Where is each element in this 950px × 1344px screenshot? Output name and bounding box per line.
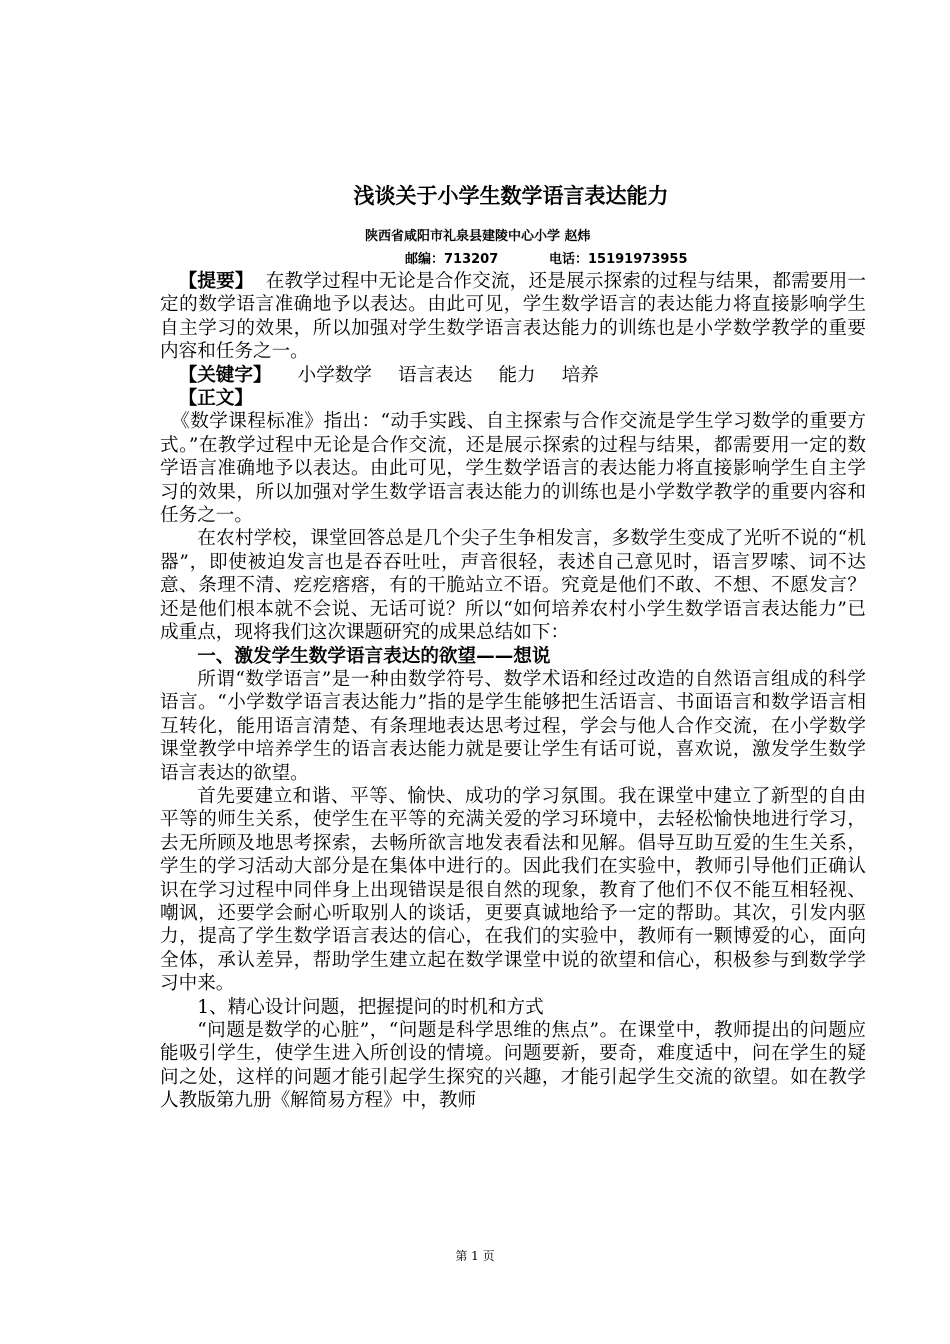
body-label-paragraph: [160, 387, 866, 410]
keywords-label: 【关键字】: [178, 364, 272, 386]
subsection-heading: 1、精心设计问题，把握提问的时机和方式: [197, 996, 544, 1018]
page-footer: 第 1 页: [455, 1249, 495, 1263]
author-line: 陕西省咸阳市礼泉县建陵中心小学 赵炜: [365, 229, 591, 244]
body-paragraph: “问题是数学的心脏”，“问题是科学思维的焦点”。在课堂中，教师提出的问题应能吸引学生，使学生进入所创设的情境。问题要新，要奇，难度适中，问在学生的疑问之处，这样的问题才能引起学生探究的兴趣，才能引起学生交流的欲望。如在教学人教版第九册《解简易方程》中，教师: [160, 1020, 866, 1112]
keyword: 小学数学: [297, 364, 372, 386]
body-label: 【正文】: [178, 388, 253, 410]
body-paragraph: 在农村学校，课堂回答总是几个尖子生争相发言，多数学生变成了光听不说的“机器”，即使被迫发言也是吞吞吐吐，声音很轻，表述自己意见时，语言罗嗦、词不达意、条理不清、疙疙瘩瘩，有的干脆站立不语。究竟是他们不敢、不想、不愿发言？还是他们根本就不会说、无话可说？所以“如何培养农村小学生数学语言表达能力”已成重点，现将我们这次课题研究的成果总结如下：: [160, 528, 866, 644]
body-paragraph: 所谓“数学语言”是一种由数学符号、数学术语和经过改造的自然语言组成的科学语言。“小学数学语言表达能力”指的是学生能够把生活语言、书面语言和数学语言相互转化，能用语言清楚、有条理地表达思考过程，学会与他人合作交流，在小学数学课堂教学中培养学生的语言表达能力就是要让学生有话可说，喜欢说，激发学生数学语言表达的欲望。: [160, 668, 866, 784]
keyword: 培养: [561, 364, 599, 386]
body-paragraph: 《数学课程标准》指出：“动手实践、自主探索与合作交流是学生学习数学的重要方式。”在教学过程中无论是合作交流，还是展示探索的过程与结果，都需要用一定的数学语言准确地予以表达。由此可见，学生数学语言的表达能力将直接影响学生自主学习的效果，所以加强对学生数学语言表达能力的训练也是小学数学教学的重要内容和任务之一。: [160, 411, 866, 527]
section-heading: 一、激发学生数学语言表达的欲望——想说: [197, 645, 551, 667]
keyword: 语言表达: [398, 364, 473, 386]
phone: 电话：15191973955: [549, 252, 688, 267]
postcode: 邮编：713207: [405, 252, 499, 267]
document-title: 浅谈关于小学生数学语言表达能力: [353, 184, 669, 208]
keywords-paragraph: [160, 364, 866, 387]
keyword: 能力: [498, 364, 536, 386]
abstract-text: 在教学过程中无论是合作交流，还是展示探索的过程与结果，都需要用一定的数学语言准确地予以表达。由此可见，学生数学语言的表达能力将直接影响学生自主学习的效果，所以加强对学生数学语言表达能力的训练也是小学数学教学的重要内容和任务之一。: [160, 271, 866, 363]
abstract-label: 【提要】: [178, 271, 254, 292]
abstract-paragraph: [160, 270, 866, 364]
body-paragraph: 首先要建立和谐、平等、愉快、成功的学习氛围。我在课堂中建立了新型的自由平等的师生关系，使学生在平等的充满关爱的学习环境中，去轻松愉快地进行学习，去无所顾及地思考探索，去畅所欲言地发表看法和见解。倡导互助互爱的生生关系，学生的学习活动大部分是在集体中进行的。因此我们在实验中，教师引导他们正确认识在学习过程中同伴身上出现错误是很自然的现象，教育了他们不仅不能互相轻视、嘲讽，还要学会耐心听取别人的谈话，更要真诚地给予一定的帮助。其次，引发内驱力，提高了学生数学语言表达的信心，在我们的实验中，教师有一颗博爱的心，面向全体，承认差异，帮助学生建立起在数学课堂中说的欲望和信心，积极参与到数学学习中来。: [160, 785, 866, 995]
document-body: [160, 270, 866, 1113]
